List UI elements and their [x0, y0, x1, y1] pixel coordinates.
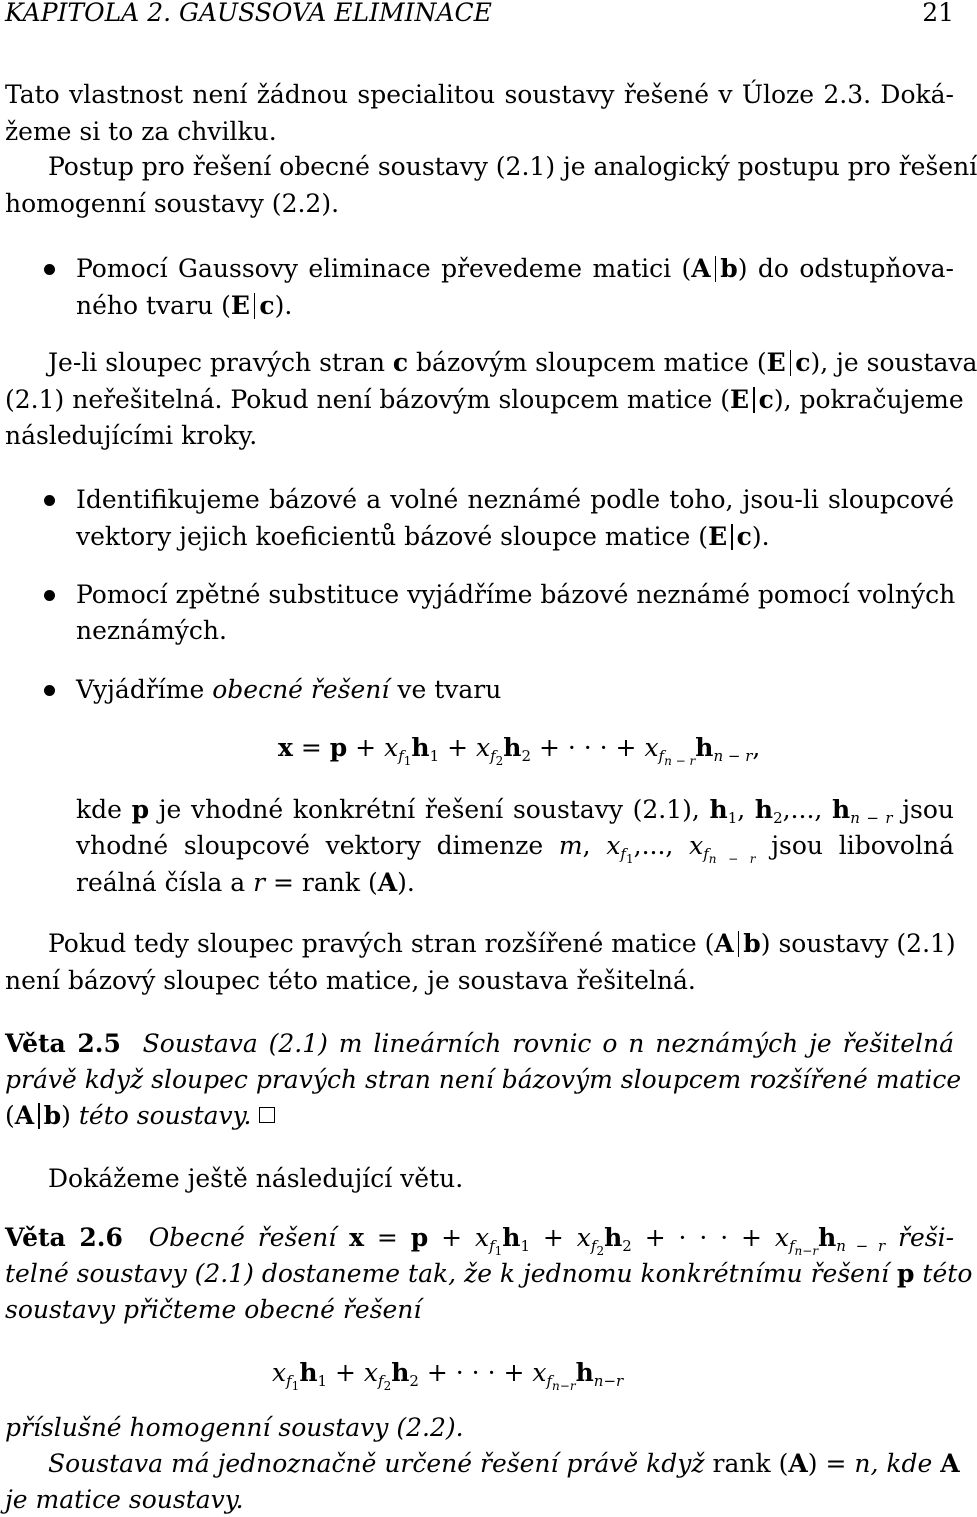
bullet-line: vektory jejich koeficientů bázové sloupce matice (E c).: [76, 522, 770, 551]
qed-box-icon: [259, 1107, 275, 1123]
theorem-label: Věta 2.6: [5, 1223, 123, 1252]
theorem-line: soustavy přičteme obecné řešení: [5, 1295, 422, 1324]
paragraph-line: Je-li sloupec pravých stran c bázovým sloupcem matice (E c), je soustava: [48, 348, 977, 377]
bullet-line: Pomocí zpětné substituce vyjádříme bázové neznámé pomocí volných: [76, 580, 956, 609]
page-number: 21: [922, 0, 954, 27]
paragraph-line: není bázový sloupec této matice, je soustava řešitelná.: [5, 966, 696, 995]
bullet-icon: [44, 264, 55, 275]
paragraph-line: Tato vlastnost není žádnou specialitou soustavy řešené v Úloze 2.3. Doká-: [5, 80, 954, 109]
bullet-icon: [44, 495, 55, 506]
homogeneous-solution-formula: $x_{f_1}h_1 + x_{f_2}h_2$ + · · · + $x_{f_{n-r}}h_{n-r}$: [272, 1358, 624, 1393]
paragraph-line: žeme si to za chvilku.: [5, 117, 277, 146]
chapter-title: KAPITOLA 2. GAUSSOVA ELIMINACE: [5, 0, 492, 27]
theorem-line: Soustava má jednoznačně určené řešení právě když rank (A) = n, kde A: [48, 1449, 960, 1478]
paragraph-line: následujícími kroky.: [5, 421, 258, 450]
theorem-line: (A b) této soustavy.: [5, 1099, 954, 1133]
theorem-line: telné soustavy (2.1) dostaneme tak, že k jednomu konkrétnímu řešení p této: [5, 1259, 973, 1288]
paragraph-line: Postup pro řešení obecné soustavy (2.1) je analogický postupu pro řešení: [48, 152, 977, 181]
theorem-line: Věta 2.5 Soustava (2.1) m lineárních rovnic o n neznámých je řešitelná: [5, 1029, 954, 1058]
paragraph-line: Pokud tedy sloupec pravých stran rozšířené matice (A b) soustavy (2.1): [48, 929, 956, 958]
bullet-line: vhodné sloupcové vektory dimenze m, $x_{f_1}$,..., $x_{f_{n - r}}$ jsou libovolná: [76, 831, 954, 866]
paragraph-line: Dokážeme ještě následující větu.: [48, 1164, 464, 1193]
running-header: [5, 0, 954, 30]
bullet-line: reálná čísla a r = rank (A).: [76, 868, 415, 897]
theorem-line: je matice soustavy.: [5, 1485, 244, 1514]
bullet-line: Pomocí Gaussovy eliminace převedeme matici (A b) do odstupňova-: [76, 254, 954, 283]
bullet-line: neznámých.: [76, 616, 227, 645]
theorem-label: Věta 2.5: [5, 1029, 121, 1058]
bullet-line: kde p je vhodné konkrétní řešení soustavy (2.1), $h_1$, $h_2$,..., $h_{n - r}$ jsou: [76, 795, 954, 827]
bullet-icon: [44, 590, 55, 601]
bullet-line: Identifikujeme bázové a volné neznámé podle toho, jsou-li sloupcové: [76, 485, 954, 514]
paragraph-line: homogenní soustavy (2.2).: [5, 189, 340, 218]
bullet-line: Vyjádříme obecné řešení ve tvaru: [76, 675, 502, 704]
theorem-line: Věta 2.6 Obecné řešení $x = p + x_{f_1}h_1 + x_{f_2}h_2$ + · · · + $x_{f_{n-r}}h_{n - r}$ řeši-: [5, 1223, 955, 1258]
bullet-icon: [44, 685, 55, 696]
theorem-line: příslušné homogenní soustavy (2.2).: [5, 1413, 464, 1442]
bullet-line: ného tvaru (E c).: [76, 291, 293, 320]
general-solution-formula: $x = p + x_{f_1}h_1 + x_{f_2}h_2$ + · · · + $x_{f_{n - r}}h_{n - r}$,: [278, 733, 761, 768]
paragraph-line: (2.1) neřešitelná. Pokud není bázovým sloupcem matice (E c), pokračujeme: [5, 385, 964, 414]
theorem-line: právě když sloupec pravých stran není bázovým sloupcem rozšířené matice: [5, 1065, 962, 1094]
